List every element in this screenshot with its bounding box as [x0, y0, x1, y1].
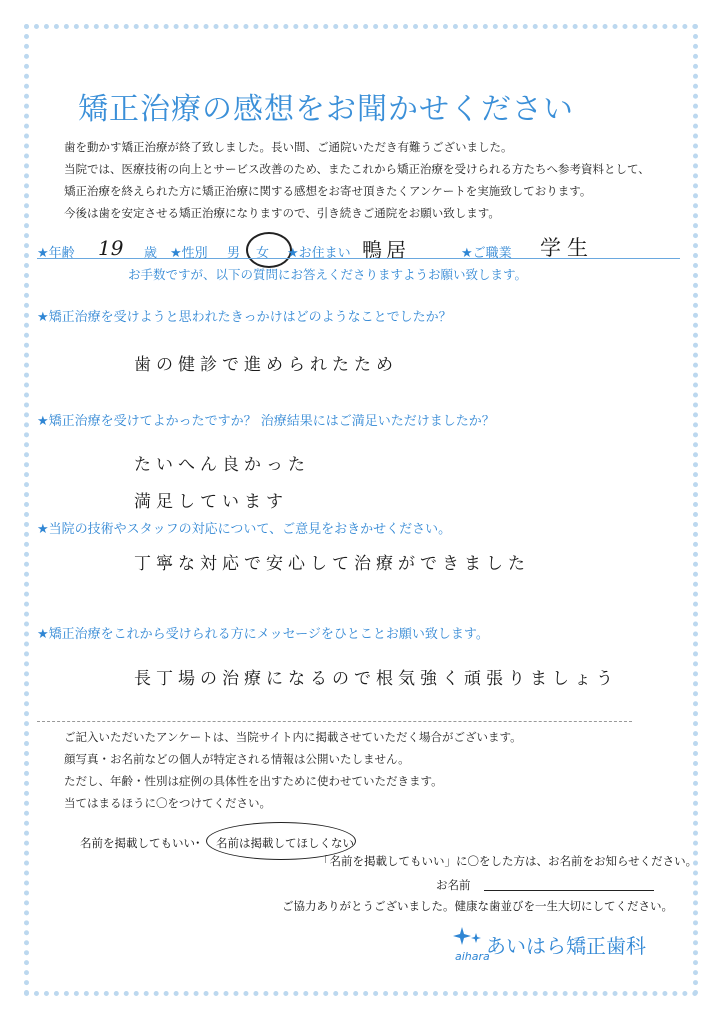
intro-line: 今後は歯を安定させる矯正治療になりますので、引き続きご通院をお願い致します。 — [64, 206, 500, 220]
name-note: 「名前を掲載してもいい」に〇をした方は、お名前をお知らせください。 — [318, 854, 698, 868]
divider — [37, 721, 632, 722]
thanks-text: ご協力ありがとうございました。健康な歯並びを一生大切にしてください。 — [282, 899, 673, 913]
clinic-logo-romaji: aihara — [455, 950, 490, 963]
intro-line: 矯正治療を終えられた方に矯正治療に関する感想をお寄せ頂きたくアンケートを実施致しております。 — [64, 184, 592, 198]
address-label: ★お住まい — [287, 246, 351, 261]
fields-underline — [37, 258, 680, 259]
name-field[interactable] — [484, 890, 654, 891]
note-line: 当てはまるほうに〇をつけてください。 — [64, 796, 271, 810]
answer-1[interactable]: 歯の健診で進められたため — [134, 355, 398, 375]
option-separator: ・ — [192, 836, 204, 850]
gender-circle-mark — [246, 232, 292, 268]
intro-line: 当院では、医療技術の向上とサービス改善のため、またこれから矯正治療を受けられる方たちへ参考資料として、 — [64, 162, 650, 176]
age-unit: 歳 — [144, 246, 158, 261]
question-1: ★矯正治療を受けようと思われたきっかけはどのようなことでしたか？ — [37, 310, 452, 325]
job-value[interactable]: 学生 — [540, 236, 594, 260]
gender-male[interactable]: 男 — [227, 246, 241, 261]
answer-4[interactable]: 長丁場の治療になるので根気強く頑張りましょう — [134, 669, 618, 689]
request-text: お手数ですが、以下の質問にお答えくださりますようお願い致します。 — [128, 267, 528, 282]
note-line: 顔写真・お名前などの個人が特定される情報は公開いたしません。 — [64, 752, 410, 766]
gender-label: ★性別 — [170, 246, 208, 261]
question-4: ★矯正治療をこれから受けられる方にメッセージをひとことお願い致します。 — [37, 627, 489, 642]
option-publish-yes[interactable]: 名前を掲載してもいい — [80, 836, 195, 850]
name-label: お名前 — [436, 878, 471, 892]
job-label: ★ご職業 — [461, 246, 512, 261]
intro-line: 歯を動かす矯正治療が終了致しました。長い間、ご通院いただき有難うございました。 — [64, 140, 513, 154]
gender-female[interactable]: 女 — [256, 246, 270, 261]
note-line: ご記入いただいたアンケートは、当院サイト内に掲載させていただく場合がございます。 — [64, 730, 522, 744]
age-label: ★年齢 — [37, 246, 75, 261]
question-2: ★矯正治療を受けてよかったですか？ 治療結果にはご満足いただけましたか？ — [37, 414, 495, 429]
answer-2-line-1[interactable]: たいへん良かった — [134, 455, 310, 475]
question-3: ★当院の技術やスタッフの対応について、ご意見をおきかせください。 — [37, 522, 452, 537]
address-value[interactable]: 鴨居 — [362, 238, 410, 262]
age-value[interactable]: 19 — [98, 236, 124, 260]
clinic-logo-name: あいはら矯正歯科 — [486, 934, 646, 958]
answer-3[interactable]: 丁寧な対応で安心して治療ができました — [134, 554, 530, 574]
note-line: ただし、年齢・性別は症例の具体性を出すために使わせていただきます。 — [64, 774, 443, 788]
page-title: 矯正治療の感想をお聞かせください — [78, 92, 574, 127]
answer-2-line-2[interactable]: 満足しています — [134, 492, 288, 512]
option-publish-no[interactable]: 名前は掲載してほしくない — [216, 836, 354, 850]
sparkle-logo-icon — [452, 925, 484, 951]
